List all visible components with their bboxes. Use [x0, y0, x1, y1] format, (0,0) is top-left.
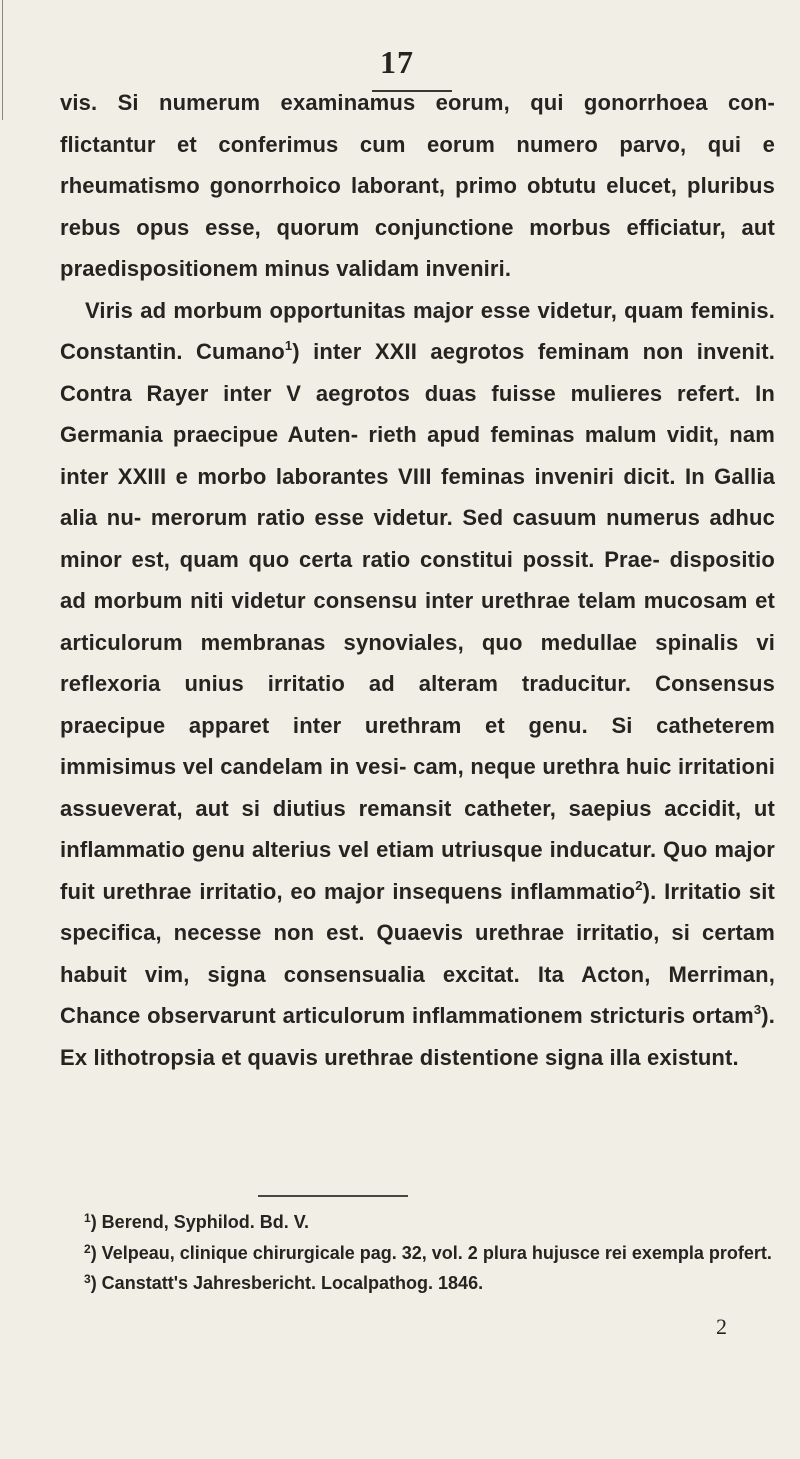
footnote-3	[60, 1268, 775, 1299]
page-header	[380, 44, 440, 84]
footnote-2-text: ) Velpeau, clinique chirurgicale pag. 32, vol. 2 plura hujusce rei exempla profert.	[90, 1242, 772, 1263]
footnote-separator	[258, 1195, 408, 1197]
footnote-1-text: ) Berend, Syphilod. Bd. V.	[90, 1212, 310, 1232]
page-number: 17	[380, 44, 414, 80]
paragraph-2-text-b: ) inter XXII aegrotos feminam non invenit. Contra Rayer inter V aegrotos duas fuisse mulieres refert. In Germania praecipue Auten- rieth apud feminas malum vidit, nam inter XXIII e morbo laborantes VIII feminas inveniri dicit. In Gallia alia nu- merorum ratio esse videtur. Sed casuum numerus adhuc minor est, quam quo certa ratio constitui possit. Prae- dispositio ad morbum niti videtur consensu inter urethrae telam mucosam et articulorum membranas synoviales, quo medullae spinalis vi reflexoria unius irritatio ad alteram traducitur. Consensus praecipue apparet inter urethram et genu. Si catheterem immisimus vel candelam in vesi- cam, neque urethra huic irritationi assueverat, aut si diutius remansit catheter, saepius accidit, ut inflammatio genu alterius vel etiam utriusque inducatur. Quo major fuit urethrae irritatio, eo major insequens inflammatio	[60, 339, 775, 904]
footnote-marker-1: 1	[284, 338, 293, 353]
paragraph-1-text: vis. Si numerum examinamus eorum, qui gonorrhoea con- flictantur et conferimus cum eorum numero parvo, qui e rheumatismo gonorrhoico laborant, primo obtutu elucet, pluribus rebus opus esse, quorum conjunctione morbus efficiatur, aut praedispositionem minus validam inveniri.	[60, 90, 775, 281]
paragraph-2-text-a: Viris ad morbum opportunitas major esse videtur, quam feminis. Constantin. Cumano	[60, 297, 775, 364]
paragraph-2-text-c: ). Irritatio sit specifica, necesse non est. Quaevis urethrae irritatio, si certam habuit vim, signa consensualia excitat. Ita Acton, Merriman, Chance observarunt articulorum inflammationem stricturis ortam	[60, 878, 775, 1028]
signature-mark: 2	[716, 1314, 727, 1339]
footnote-marker-2: 2	[635, 877, 643, 893]
paragraph-2-text-d: ). Ex lithotropsia et quavis urethrae distentione signa illa existunt.	[60, 1003, 775, 1070]
footnotes	[60, 1207, 775, 1299]
page-edge-line	[2, 0, 3, 120]
body-text	[60, 82, 775, 1078]
paragraph-2	[60, 290, 775, 1079]
footnote-3-text: ) Canstatt's Jahresbericht. Localpathog. 1846.	[90, 1273, 484, 1293]
footnote-1-mark: 1	[84, 1211, 91, 1225]
footnote-2-mark: 2	[84, 1241, 91, 1256]
footnote-3-mark: 3	[84, 1272, 91, 1286]
paragraph-1	[60, 82, 775, 290]
footnote-2	[60, 1238, 775, 1269]
footnote-marker-3: 3	[753, 1002, 762, 1017]
footnote-1	[60, 1207, 775, 1238]
